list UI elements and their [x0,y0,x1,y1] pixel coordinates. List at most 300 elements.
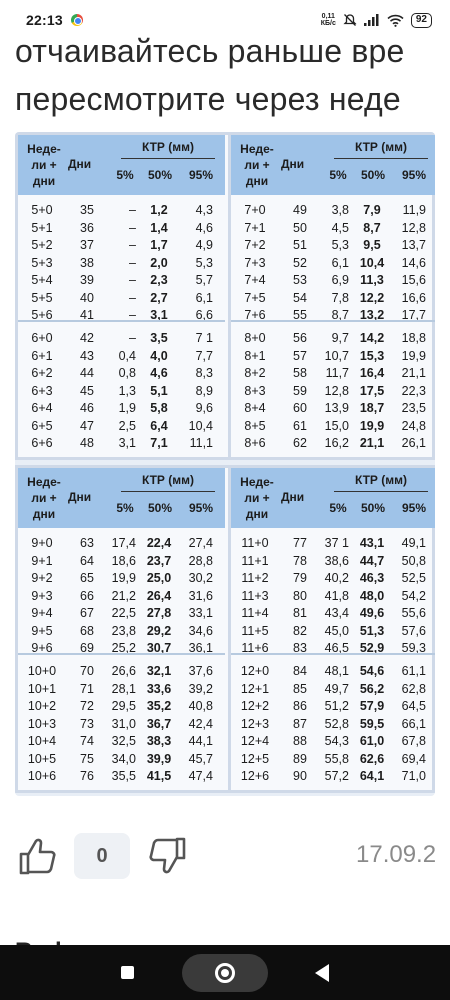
table-cell: 6+6 [31,436,53,450]
table-cell: 15,6 [401,273,426,287]
table-half-right [228,135,435,457]
table-cell: 44,7 [359,553,385,568]
p95-header: 95% [401,168,427,182]
table-cell: 67 [80,606,94,620]
table-row [231,383,435,401]
table-row [231,553,435,571]
table-cell: 5+3 [31,255,53,270]
table-cell: 7+3 [244,255,266,270]
table-cell: 66 [80,588,94,603]
table-cell: 8+4 [244,401,266,415]
table-cell: 76 [80,769,94,783]
table-cell: 49,7 [324,681,349,696]
table-cell: – [129,203,136,217]
table-row [231,570,435,588]
table-cell: 18,7 [359,401,385,415]
table-cell: 29,2 [146,623,172,638]
table-cell: 5+6 [31,308,53,322]
table-cell: 8+0 [244,331,266,345]
table-cell: 49 [293,203,307,217]
table-cell: 6+2 [31,366,53,380]
table-cell: 8+3 [244,383,266,398]
table-cell: – [129,238,136,252]
table-cell: 6,4 [150,418,168,433]
table-row [231,365,435,383]
table-cell: 57,6 [401,623,426,638]
table-cell: 7,9 [363,203,381,217]
table-cell: 45,0 [324,623,349,638]
back-button[interactable] [315,964,329,982]
table-cell: 89 [293,751,307,766]
table-cell: 28,1 [111,681,136,696]
table-cell: 6,1 [331,255,349,270]
table-cell: 1,2 [150,203,168,217]
table-cell: 37 1 [324,536,349,550]
table-cell: 36,7 [146,716,172,731]
like-count: 0 [74,833,130,879]
table-row [231,272,435,290]
post-date: 17.09.2 [356,841,437,868]
table-cell: 23,5 [401,401,426,415]
table-cell: 9+6 [31,641,53,655]
table-block [15,132,435,460]
table-cell: 32,5 [111,734,136,748]
table-cell: – [129,273,136,287]
row-group [231,663,435,786]
table-cell: 30,2 [188,571,213,585]
table-cell: 4,3 [195,203,213,217]
table-cell: 11+2 [241,571,269,585]
table-cell: 56,2 [359,681,385,696]
table-cell: 2,5 [118,418,136,433]
weeks-header: Неде- ли + дни [240,142,274,188]
table-cell: 6+3 [31,383,53,398]
table-row [231,435,435,453]
table-cell: 61 [293,418,307,433]
table-cell: 35,2 [146,699,172,713]
table-cell: 12+1 [240,681,270,696]
table-row [18,272,225,290]
table-cell: 46 [80,401,94,415]
table-cell: 33,6 [146,681,172,696]
table-cell: 44,1 [188,734,213,748]
p50-header: 50% [147,168,173,182]
table-cell: 70 [80,664,94,678]
table-cell: 7+4 [244,273,266,287]
table-cell: 41 [80,308,94,322]
table-header [18,468,225,528]
table-cell: 9+5 [31,623,53,638]
table-cell: 8+1 [244,348,266,363]
network-speed [321,13,336,27]
table-cell: 25,2 [111,641,136,655]
table-cell: 41,8 [324,588,349,603]
table-row [18,733,225,751]
table-cell: 10+5 [27,751,57,766]
p5-header: 5% [116,168,134,182]
table-cell: 6+5 [31,418,53,433]
table-row [231,220,435,238]
table-cell: 55,6 [401,606,426,620]
table-cell: 40,8 [188,699,213,713]
row-group [231,535,435,658]
table-cell: 12,2 [359,290,385,305]
table-half-left [18,468,225,790]
table-cell: 3,1 [118,436,136,450]
table-header [231,468,435,528]
table-row [18,348,225,366]
table-row [231,255,435,273]
clock: 22:13 [26,12,63,28]
table-cell: 5+5 [31,290,53,305]
navigation-bar [0,945,450,1000]
table-cell: 55 [293,308,307,322]
home-button[interactable] [215,963,235,983]
table-cell: 21,1 [401,366,426,380]
table-cell: 61,1 [401,664,426,678]
table-row [231,681,435,699]
table-cell: 18,8 [401,331,426,345]
ktr-header: КТР (мм) [113,140,223,154]
mute-icon [343,13,357,27]
table-cell: 12+2 [240,699,270,713]
table-block [15,465,435,793]
table-cell: 39,2 [188,681,213,696]
table-cell: 3,1 [150,308,168,322]
table-cell: 55,8 [324,751,349,766]
table-cell: 23,7 [146,553,172,568]
table-half-left [18,135,225,457]
table-cell: 85 [293,681,307,696]
table-cell: 11,7 [325,366,349,380]
table-cell: 4,0 [150,348,168,363]
table-cell: 42 [80,331,94,345]
table-cell: 64,5 [401,699,426,713]
table-cell: 7+1 [244,220,266,235]
table-cell: 2,7 [150,290,168,305]
table-cell: 38,6 [324,553,349,568]
table-cell: 27,8 [146,606,172,620]
table-cell: 54 [293,290,307,305]
table-cell: 62 [293,436,307,450]
table-cell: 5+2 [31,238,53,252]
table-cell: 57,2 [324,769,349,783]
table-row [231,623,435,641]
table-cell: 25,0 [146,571,172,585]
table-row [231,202,435,220]
weeks-header: Неде- ли + дни [240,475,274,521]
table-row [18,330,225,348]
group-separator [18,320,225,322]
group-separator [231,653,435,655]
table-cell: 50,8 [401,553,426,568]
table-cell: 31,6 [188,588,213,603]
table-cell: 31,0 [111,716,136,731]
table-cell: 50 [293,220,307,235]
table-cell: 19,9 [359,418,385,433]
table-cell: 22,3 [401,383,426,398]
p50-header: 50% [360,501,386,515]
row-group [18,202,225,325]
table-cell: 9+4 [31,606,53,620]
table-cell: 9+0 [31,536,53,550]
table-cell: 9+3 [31,588,53,603]
table-cell: 52,8 [324,716,349,731]
table-cell: 32,1 [146,664,172,678]
table-cell: 11+0 [241,536,269,550]
table-cell: 23,8 [111,623,136,638]
table-cell: 8+2 [244,366,266,380]
table-cell: – [129,308,136,322]
table-cell: 49,6 [359,606,385,620]
table-cell: 7,7 [195,348,213,363]
table-cell: 8+5 [244,418,266,433]
table-cell: 2,0 [150,255,168,270]
table-cell: 7+5 [244,290,266,305]
battery-indicator: 92 [411,13,432,28]
p5-header: 5% [329,168,347,182]
table-cell: 12+6 [240,769,270,783]
post-actions [0,831,450,881]
table-header [18,135,225,195]
table-cell: 35 [80,203,94,217]
table-row [231,698,435,716]
table-cell: 88 [293,734,307,748]
days-header: Дни [281,490,305,504]
table-cell: 11,1 [189,436,213,450]
table-cell: 26,1 [401,436,426,450]
table-cell: 10+4 [27,734,57,748]
table-cell: 59,3 [401,641,426,655]
table-row [18,202,225,220]
table-cell: 1,3 [118,383,136,398]
table-cell: 1,9 [118,401,136,415]
table-cell: 78 [293,553,307,568]
table-cell: 5+4 [31,273,53,287]
row-group [18,535,225,658]
table-cell: 17,7 [401,308,426,322]
table-cell: 6,9 [331,273,349,287]
table-cell: 13,9 [324,401,349,415]
table-cell: 52 [293,255,307,270]
table-cell: 79 [293,571,307,585]
table-row [18,681,225,699]
table-cell: 11+1 [241,553,269,568]
table-cell: 10,4 [359,255,385,270]
table-cell: 82 [293,623,307,638]
table-cell: 57,9 [359,699,385,713]
status-icons [321,13,432,28]
table-cell: 9,7 [331,331,349,345]
recent-apps-button[interactable] [121,966,134,979]
table-row [18,663,225,681]
table-cell: 0,4 [118,348,136,363]
table-cell: – [129,290,136,305]
table-cell: 48,0 [359,588,385,603]
thumbs-down-icon[interactable] [146,835,188,877]
table-cell: 11+3 [241,588,269,603]
table-cell: 68 [80,623,94,638]
table-cell: 43,1 [359,536,385,550]
table-cell: 57 [293,348,307,363]
table-cell: 1,4 [150,220,168,235]
table-cell: 13,7 [401,238,426,252]
table-cell: 12+5 [240,751,270,766]
table-cell: 11,3 [360,273,384,287]
table-cell: 44 [80,366,94,380]
days-header: Дни [68,490,92,504]
table-cell: 74 [80,734,94,748]
table-cell: 90 [293,769,307,783]
table-cell: 22,4 [146,536,172,550]
ktr-table-image[interactable] [15,132,435,796]
table-cell: 69,4 [401,751,426,766]
table-cell: 37,6 [188,664,213,678]
table-row [18,400,225,418]
p50-header: 50% [360,168,386,182]
article-text-line-2: пересмотрите через неде [15,81,401,117]
table-cell: 51 [293,238,307,252]
table-cell: 34,0 [111,751,136,766]
table-cell: 39 [80,273,94,287]
table-cell: 14,6 [401,255,426,270]
table-cell: 26,6 [111,664,136,678]
ktr-header: КТР (мм) [113,473,223,487]
table-row [231,588,435,606]
table-cell: 11+5 [241,623,269,638]
table-cell: 45 [80,383,94,398]
table-cell: 4,9 [195,238,213,252]
table-cell: 40,2 [324,571,349,585]
table-cell: 9+2 [31,571,53,585]
table-cell: 75 [80,751,94,766]
days-header: Дни [68,157,92,171]
table-cell: 16,4 [359,366,385,380]
row-group [231,202,435,325]
table-cell: 17,4 [111,536,136,550]
table-cell: 84 [293,664,307,678]
table-cell: 5,8 [150,401,168,415]
table-row [18,290,225,308]
table-cell: 7+2 [244,238,266,252]
table-row [231,768,435,786]
table-cell: 72 [80,699,94,713]
table-cell: 10+1 [27,681,57,696]
table-cell: 4,6 [150,366,168,380]
table-row [231,348,435,366]
table-cell: 12,8 [401,220,426,235]
table-cell: 11+4 [241,606,269,620]
table-row [18,553,225,571]
table-cell: 10+0 [27,664,57,678]
table-cell: – [129,255,136,270]
table-cell: 30,7 [146,641,172,655]
table-half-right [228,468,435,790]
table-cell: 14,2 [359,331,385,345]
table-cell: 48 [80,436,94,450]
table-cell: 8,7 [331,308,349,322]
table-cell: 10,4 [188,418,213,433]
table-cell: 53 [293,273,307,287]
table-cell: 10+6 [27,769,57,783]
table-cell: 10+3 [27,716,57,731]
table-cell: 63 [80,536,94,550]
weeks-header: Неде- ли + дни [27,475,61,521]
table-row [18,623,225,641]
table-cell: 64,1 [359,769,385,783]
table-cell: 5,1 [150,383,168,398]
table-cell: 64 [80,553,94,568]
p95-header: 95% [188,501,214,515]
days-header: Дни [281,157,305,171]
table-cell: 43 [80,348,94,363]
table-cell: 42,4 [188,716,213,731]
table-row [231,290,435,308]
table-cell: 48,1 [324,664,349,678]
table-cell: 5,3 [331,238,349,252]
table-cell: 71,0 [401,769,426,783]
table-row [18,383,225,401]
table-cell: 29,5 [111,699,136,713]
table-cell: 6,6 [195,308,213,322]
table-cell: 41,5 [146,769,172,783]
table-row [231,733,435,751]
table-cell: 8,7 [363,220,381,235]
group-separator [231,320,435,322]
table-cell: 4,6 [195,220,213,235]
table-row [231,663,435,681]
table-row [231,237,435,255]
thumbs-up-icon[interactable] [17,835,59,877]
table-cell: 40 [80,290,94,305]
table-cell: 65 [80,571,94,585]
table-cell: 8,9 [195,383,213,398]
p95-header: 95% [401,501,427,515]
table-cell: 33,1 [188,606,213,620]
table-cell: 54,3 [324,734,349,748]
table-cell: 52,5 [401,571,426,585]
table-cell: 6+4 [31,401,53,415]
table-cell: 7+0 [244,203,266,217]
table-cell: 27,4 [188,536,213,550]
ktr-header: КТР (мм) [326,473,435,487]
table-row [231,418,435,436]
table-cell: 49,1 [401,536,426,550]
table-row [18,716,225,734]
table-row [18,255,225,273]
network-speed-value: 0,11 [321,13,335,20]
table-cell: 6+0 [31,331,53,345]
table-cell: 26,4 [146,588,172,603]
table-cell: 7+6 [244,308,266,322]
table-cell: 12+3 [240,716,270,731]
table-cell: 15,0 [324,418,349,433]
table-cell: 21,1 [359,436,385,450]
table-cell: 9,5 [363,238,381,252]
row-group [18,663,225,786]
table-cell: 7,1 [150,436,168,450]
table-cell: 62,8 [401,681,426,696]
table-cell: 12+4 [240,734,270,748]
table-row [18,418,225,436]
table-cell: 77 [293,536,307,550]
table-row [231,535,435,553]
ktr-header: КТР (мм) [326,140,435,154]
chrome-icon [71,14,83,26]
table-cell: 17,5 [359,383,385,398]
table-row [18,535,225,553]
table-cell: 56 [293,331,307,345]
